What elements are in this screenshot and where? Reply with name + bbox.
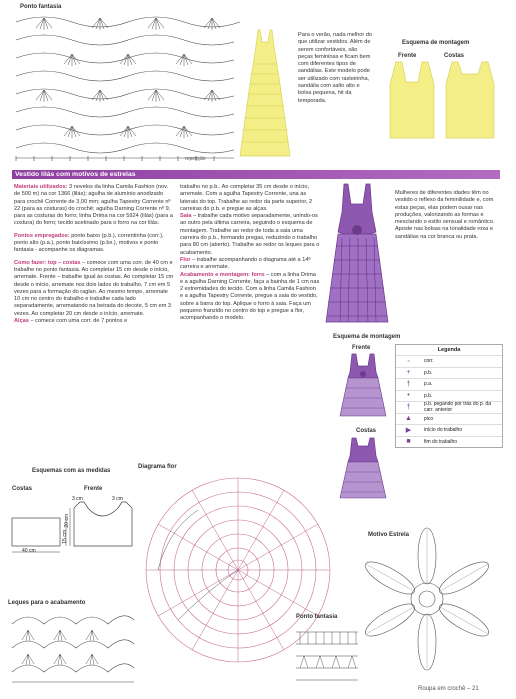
- legend-row: [396, 355, 502, 367]
- esquemas-medidas-title: Esquemas com as medidas: [32, 468, 111, 474]
- frente-label-2: Frente: [352, 345, 371, 351]
- costas-label-2: Costas: [356, 428, 377, 434]
- alcas-paragraph: [14, 318, 174, 325]
- yellow-dress-photo: [234, 24, 296, 164]
- legend-symbol-icon: ■: [406, 438, 411, 446]
- costas-measure-label: Costas: [12, 486, 33, 492]
- legend-symbol-icon: †: [406, 380, 411, 388]
- saia-text: – trabalhe cada motivo separadamente, unindo-os ao outro pela última carreira, seguindo o esquema de montagem. Trabalhe ao redor de toda a saia uma carreira do p.b., formando pregas, reduzindo o trabalho para 80 cm (aberto). Trabalhe ao redor os leques para o acabamento.: [180, 213, 320, 256]
- pontos-paragraph: [14, 233, 174, 255]
- legend-symbol-icon: †: [406, 403, 411, 411]
- materials-text: 3 novelos da linha Camila Fashion (nov. de 500 m) na cor 1366 (lilás); agulha de alumínio anodizado para crochê Corrente de 3,00 mm; agulha Tapestry Corrente nº 22 (para as costuras) do crochê; agulha Darning Corrente nº 9, para as costuras do forro; linha Drima na cor 5924 (lilás) (para a costura) do forro; tecido acetinado para o forro na cor lilás.: [14, 184, 173, 227]
- frente-measure-label: Frente: [84, 486, 103, 492]
- frente-label-top: Frente: [398, 53, 417, 59]
- ponto-fantasia-title: Ponto fantasia: [20, 4, 62, 10]
- como-fazer-paragraph: [14, 260, 174, 318]
- legend-title: Legenda: [437, 347, 461, 353]
- legend-description: p.b.: [424, 369, 433, 376]
- acabamento-paragraph: [180, 272, 320, 323]
- ponto-fantasia-diagram: [14, 12, 246, 162]
- legend-description: fim do trabalho: [424, 438, 458, 445]
- legend-symbol-icon: ◦: [407, 357, 410, 365]
- m15-label: 15 cm: [62, 530, 68, 544]
- legend-description: p.a.: [424, 381, 433, 388]
- acabamento-text: – com a linha Drima e a agulha Darning Corrente, faça a bainha de 1 cm nas 2 extremidades do tecido. Com a linha Camila Fashion e a agulha Tapestry Corrente, pregue a saia do vestido, sobre a barra do top. Aplique o forro à saia. Faça um pequeno franzido no centro do top e pregue a flor, acompanhando o modelo.: [180, 271, 320, 322]
- side-text: Mulheres de diferentes idades têm no vestido o reflexo da feminilidade e, com estas peças, elas podem ousar nas produções, valorizando as formas e mesclando o estilo sensual e romântico. Aposte nas bolsas na tonalidade roxa e sandálias na cor branca ou prata.: [395, 190, 495, 240]
- column-1-text: [14, 184, 174, 325]
- ponto-fantasia-2-title: Ponto fantasia: [296, 614, 338, 620]
- legend-description: p.b. pegando por trás do p. da carr. anterior: [424, 401, 491, 414]
- materials-head: Materiais utilizados:: [14, 184, 68, 190]
- acabamento-head: Acabamento e montagem: forro: [180, 271, 265, 278]
- flor-paragraph: [180, 257, 320, 272]
- legend-symbol-icon: ▲: [405, 415, 412, 423]
- motivo-estrela-diagram: [352, 524, 502, 674]
- legend-row: [396, 424, 502, 436]
- col2-p1: trabalho no p.b.. Ao completar 35 cm desde o início, arremate. Com a agulha Tapestry Corrente, una as laterais do top. Trabalhe ao redor da parte superior, 2 carreiras do p.b. e pregue as alças.: [180, 184, 313, 212]
- motivo-estrela-title: Motivo Estrela: [368, 532, 410, 538]
- alcas-head: Alças: [14, 318, 29, 325]
- flor-text: – trabalhe acompanhando o diagrama até a 14ª carreira e arremate.: [180, 256, 311, 271]
- purple-front-schema: [338, 352, 388, 418]
- legend-symbol-icon: +: [406, 369, 411, 377]
- page-footer: Roupa em crochê – 21: [418, 686, 479, 692]
- column-2-text: [180, 184, 320, 323]
- legend-row: [396, 367, 502, 379]
- leques-title: Leques para o acabamento: [8, 600, 86, 606]
- esquema-title-2: Esquema de montagem: [333, 334, 401, 340]
- como-fazer-text: – comece com uma corr. de 40 cm e trabalhe no ponto fantasia. Ao completar 15 cm desde o início, arremate. Frente – trabalhe igual às costas. Ao completar 15 cm desde o início, arremate nos dois lados do trabalho, 7 cm em 5 vezes para a formação do raglan. Ao mesmo tempo, arremate 10 cm no centro do trabalho e trabalhe cada lado separadamente, arrematando na beirada do decote, 5 cm em 3 vezes. Ao completar 20 cm desde o início, arremate.: [14, 259, 174, 317]
- legend-row: [396, 413, 502, 425]
- pontos-head: Pontos empregados:: [14, 232, 70, 239]
- section-banner: Vestido lilás com motivos de estrelas: [12, 170, 500, 179]
- yellow-tops-schema: [380, 60, 510, 142]
- saia-head: Saia: [180, 213, 192, 220]
- legend-row: [396, 390, 502, 402]
- intro-text: Para o verão, nada melhor do que utilizar vestidos. Além de serem confortáveis, são peças femininas e ficam bem com diferentes tipos de sandálias. Este modelo pode ser utilizado com rasteirinha, sandália com salto alto e bolsa pequena, hit da temporada.: [298, 32, 373, 104]
- ponto-fantasia-2-diagram: [292, 622, 362, 688]
- legend-row: [396, 401, 502, 413]
- purple-back-schema: [338, 436, 388, 500]
- materials-paragraph: [14, 184, 174, 228]
- purple-dress-photo: [322, 182, 392, 332]
- legend-box: [395, 344, 503, 448]
- m3a-label: 3 cm: [72, 496, 83, 502]
- costas-label-top: Costas: [444, 53, 465, 59]
- repeticao-label: repetição: [185, 156, 206, 162]
- m20-label: 20 cm: [64, 514, 70, 528]
- pontos-text: ponto baixo (p.b.), correntinha (corr.), ponto alto (p.a.), ponto baixíssimo (p.bx.), motivos e ponto fantasia - acompanhe os diagramas.: [14, 232, 164, 254]
- esquema-title-top: Esquema de montagem: [402, 40, 470, 46]
- legend-description: corr.: [424, 358, 434, 365]
- legend-symbol-icon: ▶: [405, 427, 412, 435]
- legend-description: p.b.: [424, 392, 433, 399]
- legend-row: [396, 436, 502, 448]
- saia-paragraph: [180, 213, 320, 257]
- legend-symbol-icon: •: [407, 392, 410, 400]
- flor-head: Flor: [180, 256, 191, 263]
- legend-rows: [396, 355, 502, 447]
- m3b-label: 3 cm: [112, 496, 123, 502]
- leques-diagram: [8, 608, 138, 688]
- legend-row: [396, 378, 502, 390]
- alcas-text: – comece com uma corr. de 7 pontos e: [28, 318, 128, 325]
- m40-label: 40 cm: [22, 548, 36, 554]
- legend-description: pico: [424, 415, 434, 422]
- como-fazer-head: Como fazer: top – costas: [14, 259, 81, 266]
- legend-description: início do trabalho: [424, 427, 463, 434]
- diagrama-flor-title: Diagrama flor: [138, 464, 177, 470]
